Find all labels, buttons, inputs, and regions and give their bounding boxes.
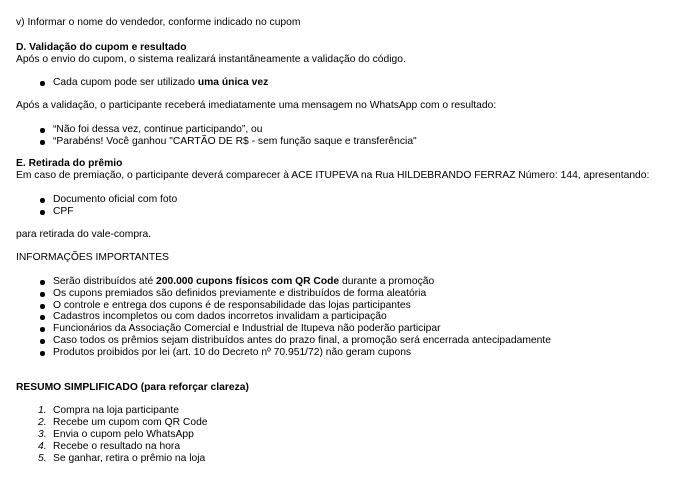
info-item: Funcionários da Associação Comercial e Industrial de Itupeva não poderão participar [53,323,441,334]
info-title: INFORMAÇÕES IMPORTANTES [16,252,169,263]
info-item: Produtos proibidos por lei (art. 10 do Decreto nº 70.951/72) não geram cupons [53,347,412,358]
step-text: Compra na loja participante [53,405,179,416]
info-item-bold: 200.000 cupons físicos com QR Code [156,276,340,287]
step-text: Recebe o resultado na hora [53,441,181,452]
step-number: 3. [38,429,47,440]
line-v: v) Informar o nome do vendedor, conforme indicado no cupom [16,17,301,28]
info-item-pre: Serão distribuídos até [53,276,157,287]
step-number: 5. [38,453,47,464]
result-1: “Não foi dessa vez, continue participando”, ou [53,124,263,135]
info-item-post: durante a promoção [339,276,435,287]
info-item: Cadastros incompletos ou com dados incorretos invalidam a participação [53,311,387,322]
section-e-text: Em caso de premiação, o participante deverá comparecer à ACE ITUPEVA na Rua HILDEBRANDO FERRAZ Número: 144, apresentando: [16,170,650,181]
info-item: Caso todos os prêmios sejam distribuídos antes do prazo final, a promoção será encerrada antecipadamente [53,335,551,346]
step-number: 2. [38,417,47,428]
after-validation-text: Após a validação, o participante receberá imediatamente uma mensagem no WhatsApp com o resultado: [16,100,497,111]
doc-item: Documento oficial com foto [53,194,178,205]
step-number: 1. [38,405,47,416]
step-text: Envia o cupom pelo WhatsApp [53,429,194,440]
result-2: “Parabéns! Você ganhou "CARTÃO DE R$ - sem função saque e transferência" [53,136,417,147]
step-number: 4. [38,441,47,452]
info-item: O controle e entrega dos cupons é de responsabilidade das lojas participantes [53,300,411,311]
section-d-title: D. Validação do cupom e resultado [16,42,187,53]
step-text: Se ganhar, retira o prêmio na loja [53,453,206,464]
section-e-title: E. Retirada do prêmio [16,158,123,169]
bullet-bold-text: uma única vez [197,77,269,88]
step-text: Recebe um cupom com QR Code [53,417,208,428]
bullet-text: Cada cupom pode ser utilizado [53,77,198,88]
summary-title: RESUMO SIMPLIFICADO (para reforçar clareza) [16,382,249,393]
closing-text: para retirada do vale-compra. [16,229,152,240]
doc-item: CPF [53,206,74,217]
section-d-text: Após o envio do cupom, o sistema realizará instantâneamente a validação do código. [16,54,406,65]
info-item: Os cupons premiados são definidos previamente e distribuídos de forma aleatória [53,288,427,299]
